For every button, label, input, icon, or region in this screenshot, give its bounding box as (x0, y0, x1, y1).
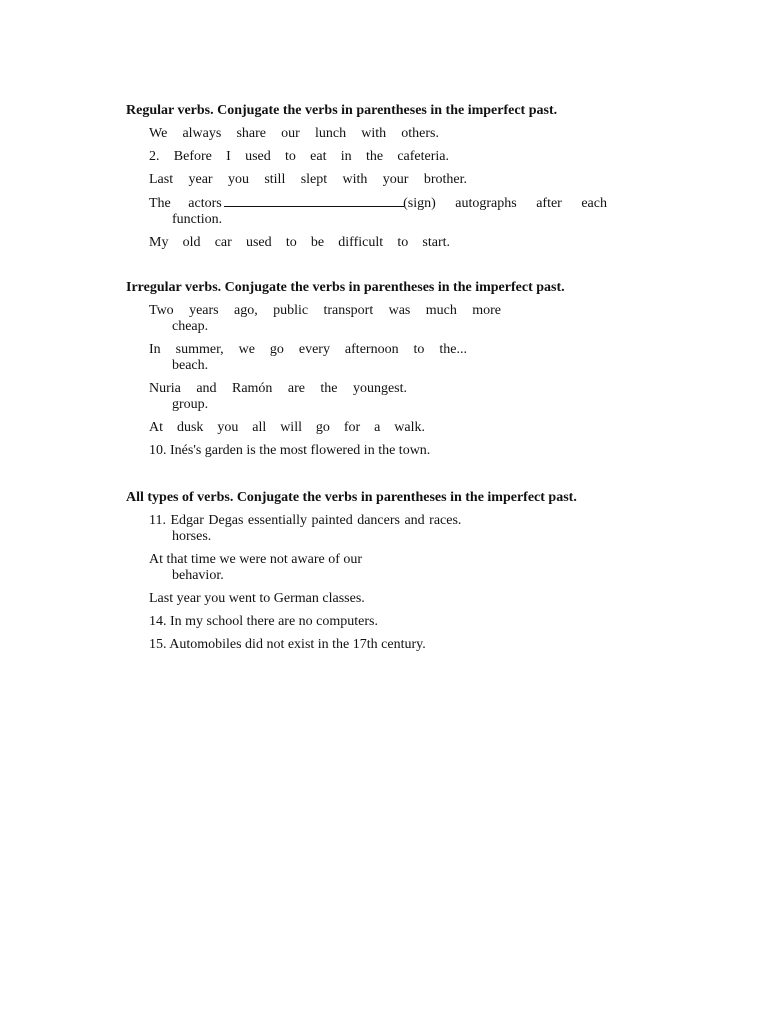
exercise-continuation: function. (172, 212, 223, 227)
section-all-verbs (126, 489, 626, 659)
exercise-text: 11. Edgar Degas essentially painted dancers and races. (149, 513, 462, 528)
exercise-text: 15. Automobiles did not exist in the 17th century. (149, 637, 426, 652)
exercise-item-5 (149, 234, 612, 251)
exercise-text: We always share our lunch with others. (149, 126, 439, 141)
exercise-text: At dusk you all will go for a walk. (149, 420, 425, 435)
exercise-item-7 (149, 341, 612, 374)
exercise-text: Two years ago, public transport was much more (149, 303, 501, 318)
exercise-text: Last year you still slept with your brother. (149, 172, 467, 187)
exercise-text-before: The actors (149, 196, 222, 211)
exercise-continuation: group. (172, 397, 209, 412)
exercise-item-3 (149, 171, 612, 188)
exercise-item-15 (149, 636, 626, 653)
exercise-text: At that time we were not aware of our (149, 552, 363, 567)
section-irregular-verbs (126, 279, 612, 465)
exercise-text: 14. In my school there are no computers. (149, 614, 378, 629)
section-heading: Irregular verbs. Conjugate the verbs in parentheses in the imperfect past. (126, 280, 565, 295)
exercise-continuation: beach. (172, 358, 209, 373)
exercise-line (149, 194, 607, 212)
exercise-continuation: behavior. (172, 568, 224, 583)
exercise-item-11 (149, 512, 626, 545)
exercise-item-8 (149, 380, 612, 413)
exercise-text: In summer, we go every afternoon to the... (149, 342, 467, 357)
section-heading: All types of verbs. Conjugate the verbs in parentheses in the imperfect past. (126, 490, 577, 505)
exercise-item-13 (149, 590, 626, 607)
section-heading: Regular verbs. Conjugate the verbs in parentheses in the imperfect past. (126, 103, 558, 118)
answer-blank[interactable] (224, 194, 404, 207)
exercise-text: My old car used to be difficult to start. (149, 235, 450, 250)
section-regular-verbs (126, 102, 612, 257)
exercise-item-12 (149, 551, 626, 584)
exercise-text: 10. Inés's garden is the most flowered in the town. (149, 443, 431, 458)
exercise-continuation: cheap. (172, 319, 209, 334)
exercise-item-6 (149, 302, 612, 335)
exercise-text: 2. Before I used to eat in the cafeteria. (149, 149, 449, 164)
exercise-item-9 (149, 419, 612, 436)
exercise-continuation: horses. (172, 529, 212, 544)
exercise-text: Nuria and Ramón are the youngest. (149, 381, 407, 396)
exercise-text: Last year you went to German classes. (149, 591, 365, 606)
exercise-item-14 (149, 613, 626, 630)
exercise-item-2 (149, 148, 612, 165)
exercise-item-4 (149, 194, 612, 228)
exercise-text-after: (sign) autographs after each (403, 196, 607, 211)
exercise-item-10 (149, 442, 612, 459)
exercise-item-1 (149, 125, 612, 142)
